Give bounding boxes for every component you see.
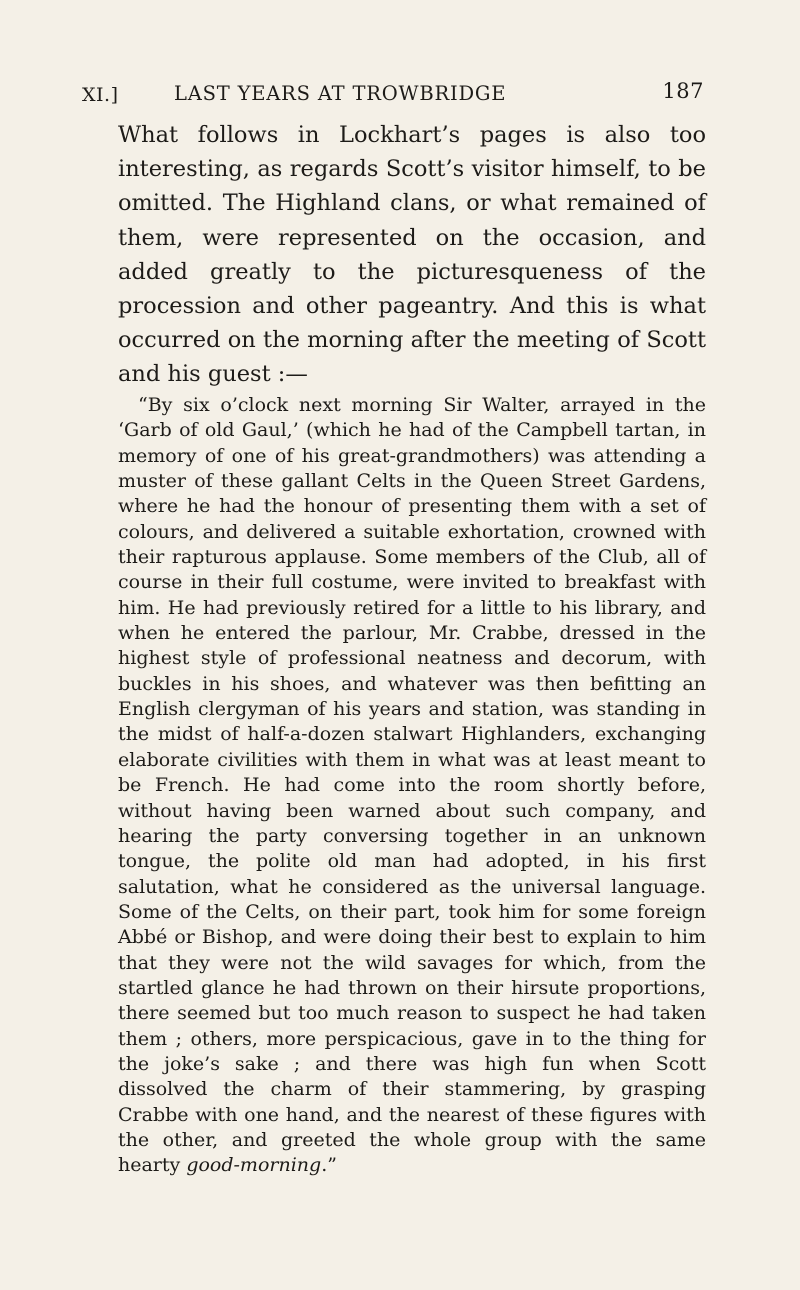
quotation-italic-closing: good-morning: [186, 1154, 322, 1177]
block-quotation: [118, 393, 706, 1179]
chapter-marker: XI.]: [82, 84, 119, 106]
running-title: LAST YEARS AT TROWBRIDGE: [174, 82, 507, 105]
quotation-closing-mark: .”: [321, 1154, 337, 1177]
page-number: 187: [662, 79, 704, 103]
running-head: [82, 79, 704, 114]
quotation-body: “By six o’clock next morning Sir Walter, arrayed in the ‘Garb of old Gaul,’ (which he had of the Campbell tartan, in memory of one of his great-grandmothers) was attending a muster of these gallant Celts in the Queen Street Gardens, where he had the honour of presenting them with a set of colours, and delivered a suitable exhortation, crowned with their rapturous applause. Some members of the Club, all of course in their full costume, were invited to breakfast with him. He had previously retired for a little to his library, and when he entered the parlour, Mr. Crabbe, dressed in the highest style of professional neatness and decorum, with buckles in his shoes, and whatever was then befitting an English clergyman of his years and station, was standing in the midst of half-a-dozen stalwart Highlanders, exchanging elaborate civilities with them in what was at least meant to be French. He had come into the room shortly before, without having been warned about such company, and hearing the party conversing together in an unknown tongue, the polite old man had adopted, in his first salutation, what he considered as the universal language. Some of the Celts, on their part, took him for some foreign Abbé or Bishop, and were doing their best to explain to him that they were not the wild savages for which, from the startled glance he had thrown on their hirsute proportions, there seemed but too much reason to suspect he had taken them ; others, more perspicacious, gave in to the thing for the joke’s sake ; and there was high fun when Scott dissolved the charm of their stammering, by grasping Crabbe with one hand, and the nearest of these figures with the other, and greeted the whole group with the same hearty: [118, 394, 706, 1177]
intro-paragraph: What follows in Lockhart’s pages is also too interesting, as regards Scott’s visitor himself, to be omitted. The Highland clans, or what remained of them, were represented on the occasion, and added greatly to the picturesqueness of the procession and other pageantry. And this is what occurred on the morning after the meeting of Scott and his guest :—: [118, 122, 706, 388]
